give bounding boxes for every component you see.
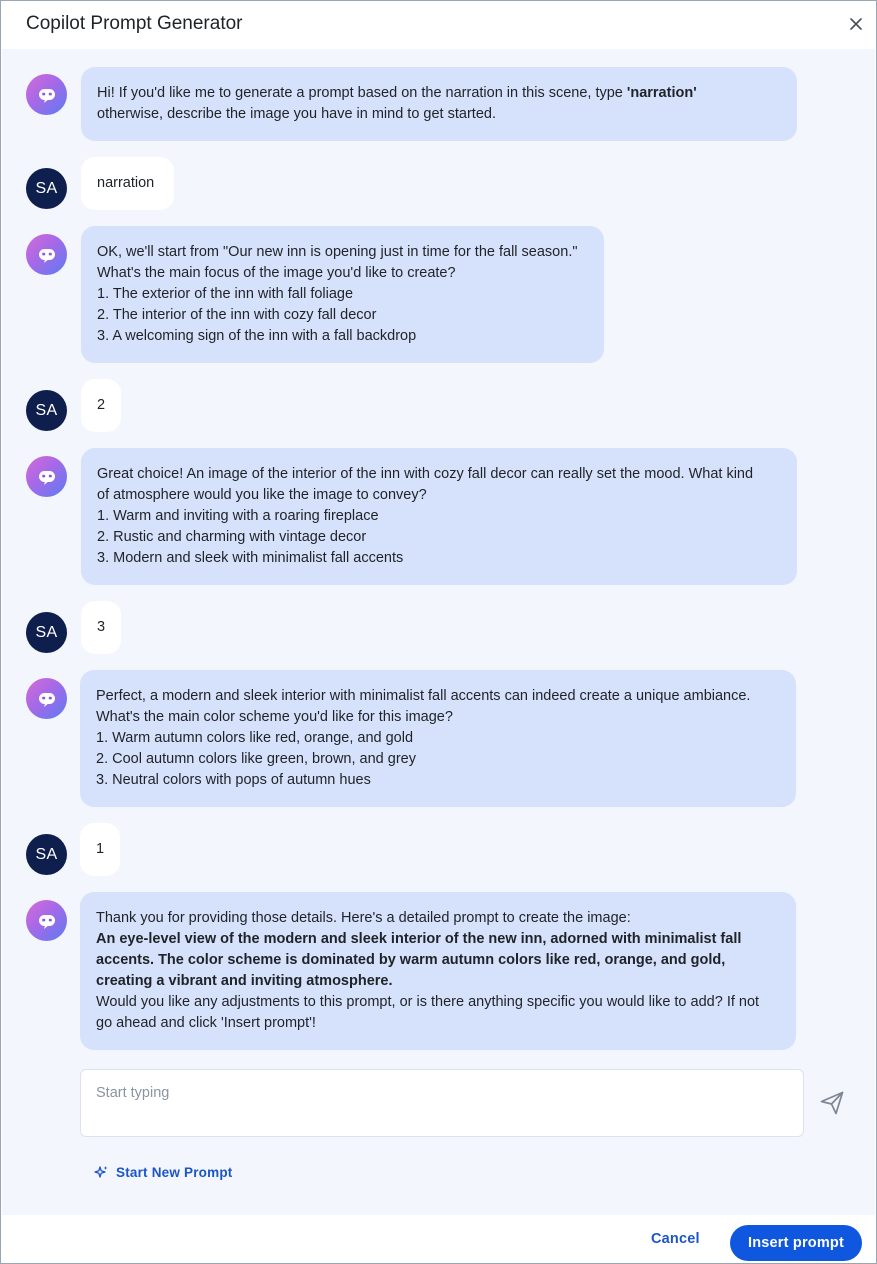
message-line: OK, we'll start from "Our new inn is opening just in time for the fall season.": [97, 244, 578, 260]
option-line: 1. Warm and inviting with a roaring fireplace: [97, 508, 379, 524]
message-line: 3: [97, 619, 106, 635]
message-line: go ahead and click 'Insert prompt'!: [96, 1015, 316, 1031]
dialog-footer: [1, 1215, 876, 1263]
message-input[interactable]: [80, 1069, 804, 1137]
user-message: [81, 379, 121, 432]
dialog-header: [1, 1, 876, 49]
message-line: Would you like any adjustments to this prompt, or is there anything specific you would like to add? If not: [96, 994, 760, 1010]
message-line: narration: [97, 175, 155, 191]
option-line: 1. The exterior of the inn with fall foliage: [97, 286, 354, 302]
input-placeholder: Start typing: [96, 1085, 170, 1101]
send-button[interactable]: [819, 1090, 845, 1116]
user-avatar: SA: [26, 612, 67, 653]
bot-message: [80, 892, 796, 1050]
bot-avatar: [26, 678, 67, 719]
bot-icon: [35, 909, 59, 933]
insert-prompt-button[interactable]: Insert prompt: [730, 1225, 862, 1261]
message-line: Perfect, a modern and sleek interior with minimalist fall accents can indeed create a unique ambiance.: [96, 688, 751, 704]
option-line: 3. Modern and sleek with minimalist fall accents: [97, 550, 404, 566]
dialog-title: Copilot Prompt Generator: [26, 13, 243, 34]
generated-prompt-line: creating a vibrant and inviting atmosphere.: [96, 973, 393, 989]
start-new-prompt-button[interactable]: [94, 1162, 232, 1182]
close-button[interactable]: [848, 16, 864, 32]
generated-prompt-line: An eye-level view of the modern and sleek interior of the new inn, adorned with minimalist fall: [96, 931, 742, 947]
user-message: [81, 601, 121, 654]
user-message: [80, 823, 120, 876]
message-line: What's the main color scheme you'd like for this image?: [96, 709, 453, 725]
message-line: 2: [97, 397, 106, 413]
bot-avatar: [26, 74, 67, 115]
bot-avatar: [26, 900, 67, 941]
close-icon: [848, 16, 864, 32]
message-keyword: 'narration': [626, 85, 697, 101]
bot-avatar: [26, 234, 67, 275]
option-line: 2. The interior of the inn with cozy fall decor: [97, 307, 377, 323]
message-line: [97, 83, 781, 104]
bot-message: [81, 448, 797, 585]
message-line: of atmosphere would you like the image to convey?: [97, 487, 427, 503]
message-line: otherwise, describe the image you have in mind to get started.: [97, 106, 496, 122]
start-new-prompt-label: Start New Prompt: [116, 1164, 233, 1180]
send-icon: [819, 1090, 845, 1116]
bot-icon: [35, 243, 59, 267]
user-avatar: SA: [26, 168, 67, 209]
option-line: 3. A welcoming sign of the inn with a fall backdrop: [97, 328, 417, 344]
bot-icon: [35, 687, 59, 711]
option-line: 2. Rustic and charming with vintage decor: [97, 529, 367, 545]
bot-message: [81, 226, 604, 363]
option-line: 2. Cool autumn colors like green, brown, and grey: [96, 751, 416, 767]
option-line: 1. Warm autumn colors like red, orange, and gold: [96, 730, 414, 746]
cancel-button[interactable]: Cancel: [651, 1231, 700, 1247]
user-message: [81, 157, 174, 210]
bot-icon: [35, 465, 59, 489]
message-line: Thank you for providing those details. Here's a detailed prompt to create the image:: [96, 910, 631, 926]
message-line: 1: [96, 841, 105, 857]
generated-prompt-line: accents. The color scheme is dominated by warm autumn colors like red, orange, and gold,: [96, 952, 726, 968]
bot-avatar: [26, 456, 67, 497]
message-line: Great choice! An image of the interior of the inn with cozy fall decor can really set the mood. What kind: [97, 466, 754, 482]
message-line: What's the main focus of the image you'd like to create?: [97, 265, 456, 281]
message-text: Hi! If you'd like me to generate a prompt based on the narration in this scene, type: [97, 85, 627, 101]
option-line: 3. Neutral colors with pops of autumn hues: [96, 772, 371, 788]
user-avatar: SA: [26, 390, 67, 431]
sparkle-icon: [94, 1165, 109, 1180]
bot-message: [81, 67, 797, 141]
bot-icon: [35, 83, 59, 107]
bot-message: [80, 670, 796, 807]
user-avatar: SA: [26, 834, 67, 875]
